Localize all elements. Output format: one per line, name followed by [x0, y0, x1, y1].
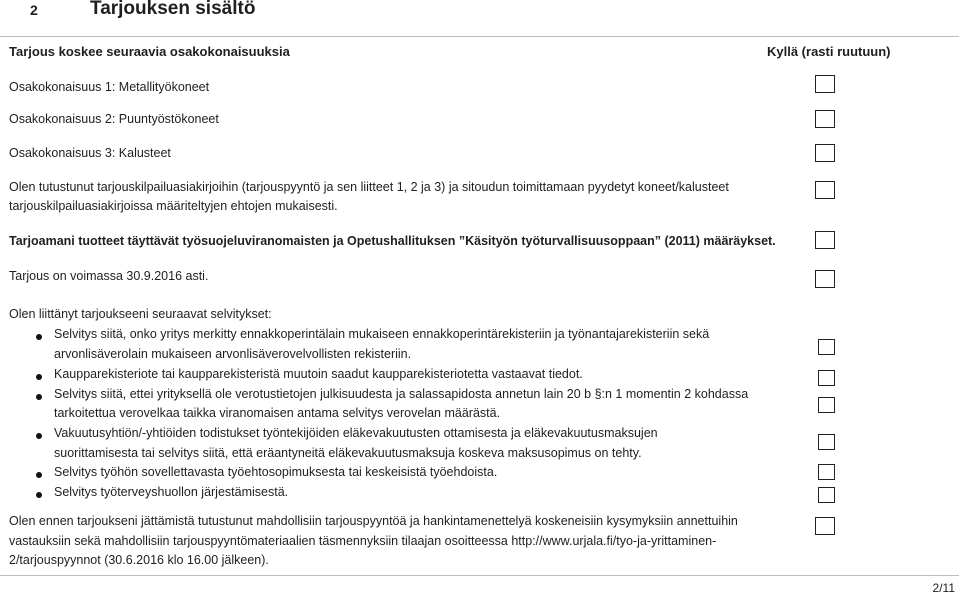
questions-line-2: vastauksiin sekä mahdollisiin tarjouspyyntömateriaalien täsmennyksiin tilaajan osoitteessa http://www.urjala.fi/tyo-ja-yrittaminen- [9, 534, 717, 548]
bullet-icon [36, 334, 42, 340]
attachment-2-line-1: Kaupparekisteriote tai kaupparekisteristä muutoin saadut kaupparekisteriotetta vastaavat tiedot. [54, 367, 583, 381]
attachment-6-line-1: Selvitys työterveyshuollon järjestämisestä. [54, 485, 289, 499]
familiar-checkbox[interactable] [815, 181, 835, 199]
header-yes: Kyllä (rasti ruutuun) [767, 44, 891, 59]
attachment-1-line-1: Selvitys siitä, onko yritys merkitty ennakkoperintälain mukaiseen ennakkoperintärekisteriin ja työnantajarekisteriin sekä [54, 327, 710, 341]
part-1-label: Osakokonaisuus 1: Metallityökoneet [9, 80, 210, 94]
attachment-4-checkbox[interactable] [818, 434, 835, 450]
bullet-icon [36, 433, 42, 439]
requirements-statement: Tarjoamani tuotteet täyttävät työsuojeluviranomaisten ja Opetushallituksen ”Käsityön työturvallisuusoppaan” (2011) määräykset. [9, 234, 776, 248]
attachments-intro: Olen liittänyt tarjoukseeni seuraavat selvitykset: [9, 307, 272, 321]
section-number: 2 [30, 2, 38, 18]
header-parts: Tarjous koskee seuraavia osakokonaisuuksia [9, 44, 290, 59]
part-3-label: Osakokonaisuus 3: Kalusteet [9, 146, 171, 160]
bullet-icon [36, 472, 42, 478]
validity-statement: Tarjous on voimassa 30.9.2016 asti. [9, 269, 209, 283]
familiar-line-1: Olen tutustunut tarjouskilpailuasiakirjoihin (tarjouspyyntö ja sen liitteet 1, 2 ja 3) ja sitoudun toimittamaan pyydetyt koneet/kalusteet [9, 180, 729, 194]
attachment-6-checkbox[interactable] [818, 487, 835, 503]
section-title: Tarjouksen sisältö [90, 0, 256, 19]
attachment-4-line-1: Vakuutusyhtiön/-yhtiöiden todistukset työntekijöiden eläkevakuutusten ottamisesta ja eläkevakuutusmaksujen [54, 426, 658, 440]
validity-checkbox[interactable] [815, 270, 835, 288]
bullet-icon [36, 394, 42, 400]
page-number: 2/11 [932, 581, 955, 595]
part-3-checkbox[interactable] [815, 144, 835, 162]
attachment-3-checkbox[interactable] [818, 397, 835, 413]
requirements-checkbox[interactable] [815, 231, 835, 249]
attachment-2-checkbox[interactable] [818, 370, 835, 386]
attachment-5-line-1: Selvitys työhön sovellettavasta työehtosopimuksesta tai keskeisistä työehdoista. [54, 465, 498, 479]
attachment-3-line-2: tarkoitettua verovelkaa taikka viranomaisen antama selvitys verovelan määrästä. [54, 406, 501, 420]
questions-line-3: 2/tarjouspyynnot (30.6.2016 klo 16.00 jälkeen). [9, 553, 269, 567]
attachment-3-line-1: Selvitys siitä, ettei yrityksellä ole verotustietojen julkisuudesta ja salassapidosta annetun lain 20 b §:n 1 momentin 2 kohdassa [54, 387, 749, 401]
questions-line-1: Olen ennen tarjoukseni jättämistä tutustunut mahdollisiin tarjouspyyntöä ja hankintamenettelyä koskeneisiin kysymyksiin annettuihin [9, 514, 738, 528]
attachment-5-checkbox[interactable] [818, 464, 835, 480]
attachment-1-line-2: arvonlisäverolain mukaiseen arvonlisäverovelvollisten rekisteriin. [54, 347, 412, 361]
bullet-icon [36, 374, 42, 380]
attachment-1-checkbox[interactable] [818, 339, 835, 355]
attachment-4-line-2: suorittamisesta tai selvitys siitä, että eräantyneitä eläkevakuutusmaksuja koskeva maksusopimus on tehty. [54, 446, 642, 460]
part-2-checkbox[interactable] [815, 110, 835, 128]
bullet-icon [36, 492, 42, 498]
part-2-label: Osakokonaisuus 2: Puuntyöstökoneet [9, 112, 219, 126]
familiar-line-2: tarjouskilpailuasiakirjoissa määriteltyjen ehtojen mukaisesti. [9, 199, 338, 213]
questions-checkbox[interactable] [815, 517, 835, 535]
part-1-checkbox[interactable] [815, 75, 835, 93]
